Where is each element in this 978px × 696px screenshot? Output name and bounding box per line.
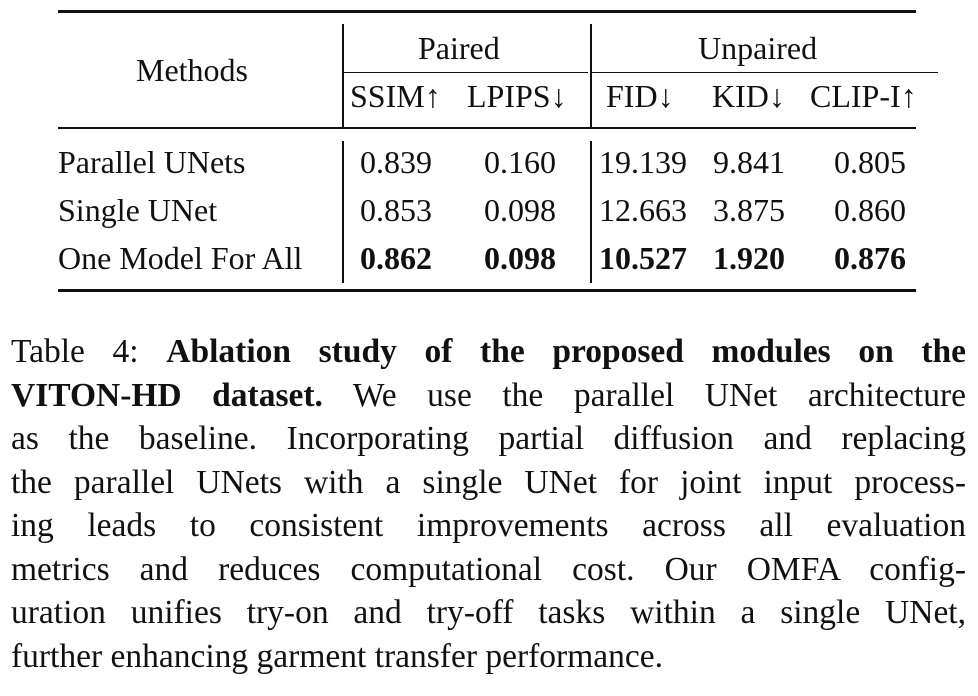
row-fid: 12.663 xyxy=(599,192,687,228)
caption-line xyxy=(11,330,966,374)
body-separator-methods xyxy=(342,141,344,283)
row-lpips: 0.160 xyxy=(484,144,556,180)
row-kid: 9.841 xyxy=(713,144,785,180)
row-lpips: 0.098 xyxy=(484,240,556,276)
row-method: Single UNet xyxy=(58,192,218,228)
header-methods: Methods xyxy=(136,52,248,88)
caption-line: as the baseline. Incorporating partial diffusion and replacing xyxy=(11,420,966,457)
caption-line: metrics and reduces computational cost. Our OMFA config- xyxy=(11,550,966,588)
caption-bold-title: Ablation study of the proposed modules on the xyxy=(166,333,966,370)
table-bottom-rule xyxy=(58,289,916,292)
row-kid: 3.875 xyxy=(713,192,785,228)
caption-label: Table 4: xyxy=(11,333,139,370)
paired-underline xyxy=(344,72,588,73)
row-clip: 0.860 xyxy=(834,192,906,228)
row-lpips: 0.098 xyxy=(484,192,556,228)
table-caption xyxy=(11,330,966,678)
row-ssim: 0.862 xyxy=(360,240,432,276)
caption-text: We use the parallel UNet architecture xyxy=(352,376,966,414)
header-separator-methods xyxy=(342,24,344,127)
row-clip: 0.805 xyxy=(834,144,906,180)
header-separator-groups xyxy=(590,24,592,127)
row-fid: 10.527 xyxy=(599,240,687,276)
header-unpaired: Unpaired xyxy=(698,30,818,66)
row-ssim: 0.839 xyxy=(360,144,432,180)
table-header-rule xyxy=(58,127,916,129)
row-ssim: 0.853 xyxy=(360,192,432,228)
unpaired-underline xyxy=(592,72,938,73)
header-paired: Paired xyxy=(418,30,500,66)
body-separator-groups xyxy=(590,141,592,283)
row-clip: 0.876 xyxy=(834,240,906,276)
header-lpips: LPIPS↓ xyxy=(467,78,567,114)
header-ssim: SSIM↑ xyxy=(350,78,441,114)
caption-line: uration unifies try-on and try-off tasks within a single UNet, xyxy=(11,594,966,631)
caption-line: the parallel UNets with a single UNet for joint input process- xyxy=(11,463,966,501)
header-clip: CLIP-I↑ xyxy=(810,78,917,114)
table-top-rule xyxy=(58,10,916,13)
header-fid: FID↓ xyxy=(606,78,674,114)
caption-line: further enhancing garment transfer performance. xyxy=(11,637,663,675)
row-kid: 1.920 xyxy=(713,240,785,276)
caption-line xyxy=(11,374,966,418)
row-method: One Model For All xyxy=(58,240,303,276)
caption-bold-dataset: VITON-HD dataset. xyxy=(11,376,323,414)
header-kid: KID↓ xyxy=(712,78,785,114)
caption-line: ing leads to consistent improvements across all evaluation xyxy=(11,507,966,544)
row-method: Parallel UNets xyxy=(58,144,246,180)
row-fid: 19.139 xyxy=(599,144,687,180)
